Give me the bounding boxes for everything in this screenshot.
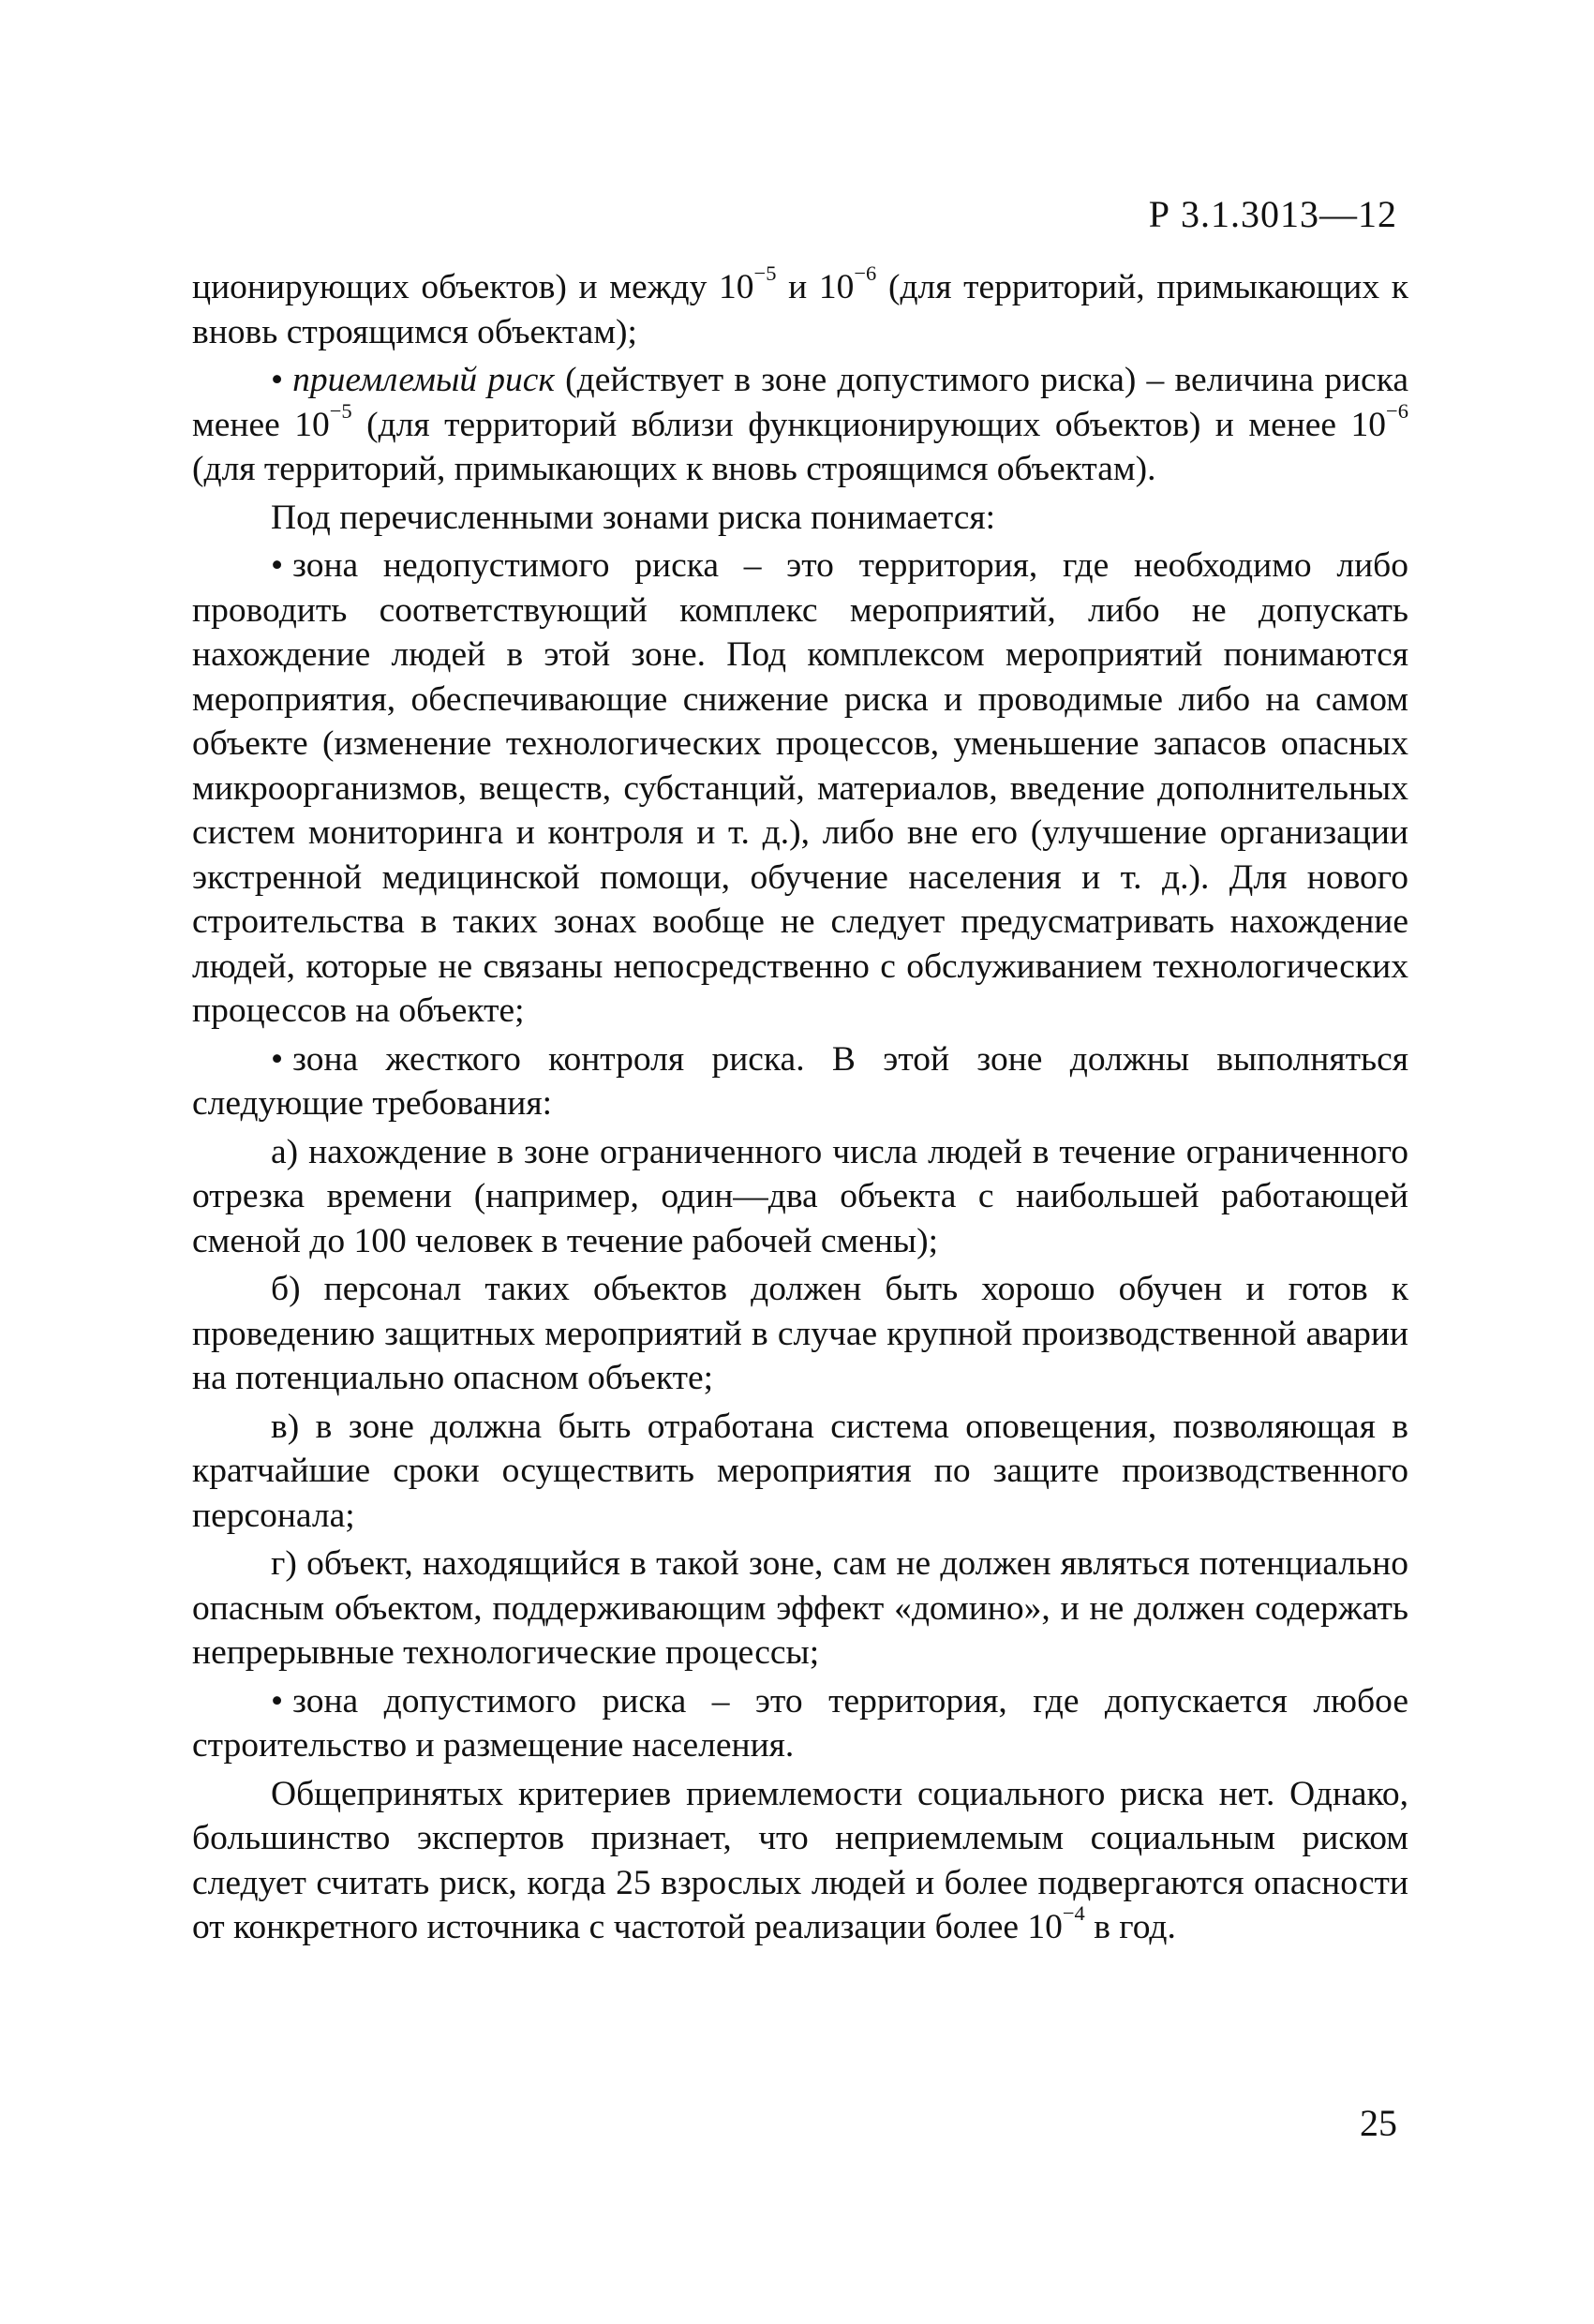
bullet-strict-control-zone — [192, 1037, 1408, 1126]
bullet-acceptable-zone — [192, 1679, 1408, 1768]
text-run: зона недопустимого риска – это территория, где необходимо либо проводить соответствующий комплекс мероприятий, либо не допускать нахождение людей в этой зоне. Под комплексом мероприятий понимаются мероприятия, обеспечивающие снижение риска и проводимые либо на самом объекте (изменение технологических процессов, уменьшение запасов опасных микроорганизмов, веществ, субстанций, материалов, введение дополнительных систем мониторинга и контроля и т. д.), либо вне его (улучшение организации экстренной медицинской помощи, обучение населения и т. д.). Для нового строительства в таких зонах вообще не следует предусматривать нахождение людей, которые не связаны непосредственно с обслуживанием технологических процессов на объекте; — [192, 546, 1408, 1030]
paragraph-zones-intro: Под перечисленными зонами риска понимается: — [271, 498, 996, 537]
exponent: −6 — [854, 261, 877, 285]
page-number: 25 — [1360, 2102, 1397, 2144]
body-text — [192, 261, 1408, 1954]
paragraph-social-risk — [192, 1772, 1408, 1950]
text-run: (действует в зоне допустимого риска) – величина риска менее 10 — [192, 361, 1408, 444]
bullet-acceptable-risk — [192, 358, 1408, 492]
exponent: −5 — [753, 261, 777, 285]
bullet-unacceptable-zone — [192, 544, 1408, 1034]
text-run: зона допустимого риска – это территория, где допускается любое строительство и размещение населения. — [192, 1681, 1408, 1765]
exponent: −5 — [329, 398, 352, 423]
requirement-c: в) в зоне должна быть отработана система оповещения, позволяющая в кратчайшие сроки осуществить мероприятия по защите производственного персонала; — [192, 1407, 1408, 1535]
paragraph-continuation — [192, 261, 1408, 354]
bullet-icon: • — [271, 546, 284, 585]
exponent: −6 — [1386, 398, 1408, 423]
text-run: (для территорий, примыкающих к вновь строящимся объектам). — [192, 450, 1156, 488]
requirement-d: г) объект, находящийся в такой зоне, сам не должен являться потенциально опасным объектом, поддерживающим эффект «домино», и не должен содержать непрерывные технологические процессы; — [192, 1544, 1408, 1672]
text-run: зона жесткого контроля риска. В этой зоне должны выполняться следующие требования: — [192, 1039, 1408, 1123]
bullet-icon: • — [271, 1681, 284, 1721]
text-run: в год. — [1084, 1908, 1176, 1946]
text-run: ционирующих объектов) и между 10 — [192, 268, 754, 306]
bullet-icon: • — [271, 1039, 284, 1079]
document-code: Р 3.1.3013—12 — [1148, 193, 1397, 235]
requirement-a: а) нахождение в зоне ограниченного числа людей в течение ограниченного отрезка времени (например, один—два объекта с наибольшей работающей сменой до 100 человек в течение рабочей смены); — [192, 1132, 1408, 1260]
text-run: Общепринятых критериев приемлемости социального риска нет. Однако, большинство экспертов признает, что неприемлемым социальным риском следует считать риск, когда 25 взрослых людей и более подвергаются опасности от конкретного источника с частотой реализации более 10 — [192, 1774, 1408, 1946]
bullet-icon: • — [271, 361, 284, 399]
text-run: (для территорий, примыкающих к вновь строящимся объектам); — [192, 268, 1408, 351]
text-run: (для территорий вблизи функционирующих объектов) и менее 10 — [351, 405, 1387, 444]
text-run: и 10 — [776, 268, 855, 306]
requirement-b: б) персонал таких объектов должен быть хорошо обучен и готов к проведению защитных мероприятий в случае крупной производственной аварии на потенциально опасном объекте; — [192, 1270, 1408, 1397]
exponent: −4 — [1062, 1900, 1085, 1925]
term-acceptable-risk: приемлемый риск — [292, 361, 555, 399]
